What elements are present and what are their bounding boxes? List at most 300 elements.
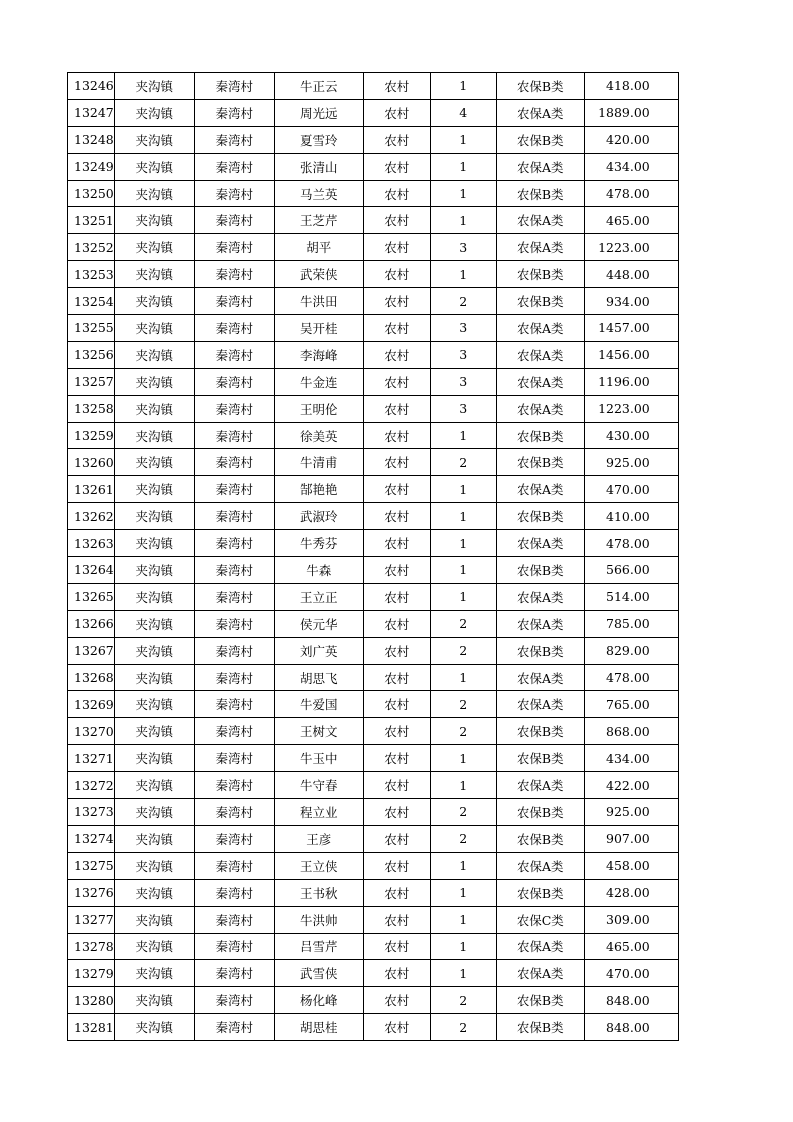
- record-id-cell: 13274: [68, 825, 115, 852]
- insurance-category-cell: 农保B类: [496, 718, 584, 745]
- insurance-category-cell: 农保A类: [496, 530, 584, 557]
- amount-cell: 420.00: [584, 126, 678, 153]
- area-type-cell: 农村: [363, 180, 430, 207]
- insurance-category-cell: 农保B类: [496, 879, 584, 906]
- village-cell: 秦湾村: [194, 126, 274, 153]
- area-type-cell: 农村: [363, 879, 430, 906]
- insurance-category-cell: 农保B类: [496, 449, 584, 476]
- town-cell: 夹沟镇: [114, 341, 194, 368]
- amount-cell: 1889.00: [584, 99, 678, 126]
- town-cell: 夹沟镇: [114, 825, 194, 852]
- village-cell: 秦湾村: [194, 530, 274, 557]
- name-cell: 马兰英: [274, 180, 363, 207]
- record-id-cell: 13248: [68, 126, 115, 153]
- name-cell: 胡思飞: [274, 664, 363, 691]
- insurance-category-cell: 农保A类: [496, 691, 584, 718]
- insurance-category-cell: 农保A类: [496, 395, 584, 422]
- area-type-cell: 农村: [363, 637, 430, 664]
- area-type-cell: 农村: [363, 960, 430, 987]
- village-cell: 秦湾村: [194, 772, 274, 799]
- village-cell: 秦湾村: [194, 1014, 274, 1041]
- table-row: [68, 530, 679, 557]
- insurance-category-cell: 农保B类: [496, 126, 584, 153]
- household-count-cell: 2: [430, 288, 496, 315]
- table-row: [68, 852, 679, 879]
- amount-cell: 1223.00: [584, 395, 678, 422]
- name-cell: 王芝芹: [274, 207, 363, 234]
- area-type-cell: 农村: [363, 745, 430, 772]
- insurance-category-cell: 农保A类: [496, 341, 584, 368]
- village-cell: 秦湾村: [194, 153, 274, 180]
- table-row: [68, 718, 679, 745]
- insurance-category-cell: 农保B类: [496, 745, 584, 772]
- household-count-cell: 1: [430, 180, 496, 207]
- household-count-cell: 3: [430, 234, 496, 261]
- amount-cell: 868.00: [584, 718, 678, 745]
- town-cell: 夹沟镇: [114, 637, 194, 664]
- name-cell: 王立正: [274, 583, 363, 610]
- village-cell: 秦湾村: [194, 476, 274, 503]
- insurance-category-cell: 农保A类: [496, 960, 584, 987]
- name-cell: 牛爱国: [274, 691, 363, 718]
- name-cell: 胡平: [274, 234, 363, 261]
- area-type-cell: 农村: [363, 261, 430, 288]
- amount-cell: 422.00: [584, 772, 678, 799]
- household-count-cell: 1: [430, 583, 496, 610]
- record-id-cell: 13268: [68, 664, 115, 691]
- area-type-cell: 农村: [363, 583, 430, 610]
- area-type-cell: 农村: [363, 153, 430, 180]
- household-count-cell: 2: [430, 825, 496, 852]
- table-row: [68, 476, 679, 503]
- table-row: [68, 395, 679, 422]
- insurance-category-cell: 农保B类: [496, 288, 584, 315]
- table-row: [68, 664, 679, 691]
- village-cell: 秦湾村: [194, 422, 274, 449]
- table-row: [68, 288, 679, 315]
- record-id-cell: 13277: [68, 906, 115, 933]
- amount-cell: 410.00: [584, 503, 678, 530]
- name-cell: 吕雪芹: [274, 933, 363, 960]
- insurance-category-cell: 农保B类: [496, 422, 584, 449]
- amount-cell: 448.00: [584, 261, 678, 288]
- town-cell: 夹沟镇: [114, 583, 194, 610]
- area-type-cell: 农村: [363, 799, 430, 826]
- record-id-cell: 13276: [68, 879, 115, 906]
- household-count-cell: 1: [430, 933, 496, 960]
- name-cell: 武荣侠: [274, 261, 363, 288]
- area-type-cell: 农村: [363, 73, 430, 100]
- record-id-cell: 13249: [68, 153, 115, 180]
- insurance-category-cell: 农保A类: [496, 772, 584, 799]
- record-id-cell: 13254: [68, 288, 115, 315]
- area-type-cell: 农村: [363, 341, 430, 368]
- table-row: [68, 207, 679, 234]
- name-cell: 牛正云: [274, 73, 363, 100]
- household-count-cell: 2: [430, 799, 496, 826]
- name-cell: 牛洪田: [274, 288, 363, 315]
- household-count-cell: 1: [430, 73, 496, 100]
- town-cell: 夹沟镇: [114, 503, 194, 530]
- table-row: [68, 637, 679, 664]
- amount-cell: 1456.00: [584, 341, 678, 368]
- village-cell: 秦湾村: [194, 73, 274, 100]
- town-cell: 夹沟镇: [114, 718, 194, 745]
- village-cell: 秦湾村: [194, 960, 274, 987]
- record-id-cell: 13266: [68, 610, 115, 637]
- insurance-category-cell: 农保B类: [496, 637, 584, 664]
- amount-cell: 465.00: [584, 933, 678, 960]
- table-body: [68, 73, 679, 1041]
- record-id-cell: 13259: [68, 422, 115, 449]
- name-cell: 牛金连: [274, 368, 363, 395]
- village-cell: 秦湾村: [194, 852, 274, 879]
- area-type-cell: 农村: [363, 772, 430, 799]
- village-cell: 秦湾村: [194, 341, 274, 368]
- name-cell: 李海峰: [274, 341, 363, 368]
- amount-cell: 434.00: [584, 745, 678, 772]
- village-cell: 秦湾村: [194, 799, 274, 826]
- area-type-cell: 农村: [363, 1014, 430, 1041]
- name-cell: 王彦: [274, 825, 363, 852]
- household-count-cell: 1: [430, 772, 496, 799]
- town-cell: 夹沟镇: [114, 395, 194, 422]
- village-cell: 秦湾村: [194, 610, 274, 637]
- area-type-cell: 农村: [363, 825, 430, 852]
- record-id-cell: 13256: [68, 341, 115, 368]
- name-cell: 牛洪帅: [274, 906, 363, 933]
- town-cell: 夹沟镇: [114, 180, 194, 207]
- village-cell: 秦湾村: [194, 207, 274, 234]
- table-row: [68, 341, 679, 368]
- area-type-cell: 农村: [363, 99, 430, 126]
- town-cell: 夹沟镇: [114, 852, 194, 879]
- insurance-category-cell: 农保A类: [496, 153, 584, 180]
- area-type-cell: 农村: [363, 906, 430, 933]
- table-row: [68, 825, 679, 852]
- name-cell: 武淑玲: [274, 503, 363, 530]
- record-id-cell: 13260: [68, 449, 115, 476]
- record-id-cell: 13255: [68, 315, 115, 342]
- amount-cell: 470.00: [584, 960, 678, 987]
- town-cell: 夹沟镇: [114, 207, 194, 234]
- record-id-cell: 13251: [68, 207, 115, 234]
- area-type-cell: 农村: [363, 368, 430, 395]
- name-cell: 王立侠: [274, 852, 363, 879]
- household-count-cell: 1: [430, 503, 496, 530]
- town-cell: 夹沟镇: [114, 772, 194, 799]
- insurance-category-cell: 农保B类: [496, 557, 584, 584]
- insurance-category-cell: 农保A类: [496, 852, 584, 879]
- name-cell: 吴开桂: [274, 315, 363, 342]
- insurance-category-cell: 农保A类: [496, 664, 584, 691]
- village-cell: 秦湾村: [194, 691, 274, 718]
- amount-cell: 907.00: [584, 825, 678, 852]
- table-row: [68, 503, 679, 530]
- insurance-category-cell: 农保B类: [496, 825, 584, 852]
- town-cell: 夹沟镇: [114, 799, 194, 826]
- table-row: [68, 368, 679, 395]
- table-row: [68, 422, 679, 449]
- table-row: [68, 261, 679, 288]
- data-table: [67, 72, 679, 1041]
- household-count-cell: 1: [430, 476, 496, 503]
- table-row: [68, 1014, 679, 1041]
- insurance-category-cell: 农保C类: [496, 906, 584, 933]
- town-cell: 夹沟镇: [114, 530, 194, 557]
- name-cell: 刘广英: [274, 637, 363, 664]
- table-row: [68, 180, 679, 207]
- name-cell: 牛秀芬: [274, 530, 363, 557]
- amount-cell: 434.00: [584, 153, 678, 180]
- amount-cell: 785.00: [584, 610, 678, 637]
- record-id-cell: 13267: [68, 637, 115, 664]
- area-type-cell: 农村: [363, 852, 430, 879]
- amount-cell: 470.00: [584, 476, 678, 503]
- household-count-cell: 2: [430, 610, 496, 637]
- record-id-cell: 13263: [68, 530, 115, 557]
- table-row: [68, 879, 679, 906]
- household-count-cell: 3: [430, 395, 496, 422]
- table-row: [68, 933, 679, 960]
- household-count-cell: 1: [430, 207, 496, 234]
- village-cell: 秦湾村: [194, 99, 274, 126]
- town-cell: 夹沟镇: [114, 906, 194, 933]
- household-count-cell: 1: [430, 879, 496, 906]
- town-cell: 夹沟镇: [114, 987, 194, 1014]
- area-type-cell: 农村: [363, 207, 430, 234]
- town-cell: 夹沟镇: [114, 745, 194, 772]
- town-cell: 夹沟镇: [114, 126, 194, 153]
- area-type-cell: 农村: [363, 718, 430, 745]
- table-row: [68, 960, 679, 987]
- insurance-category-cell: 农保B类: [496, 73, 584, 100]
- amount-cell: 1457.00: [584, 315, 678, 342]
- table-row: [68, 610, 679, 637]
- household-count-cell: 2: [430, 1014, 496, 1041]
- insurance-category-cell: 农保A类: [496, 99, 584, 126]
- amount-cell: 309.00: [584, 906, 678, 933]
- name-cell: 郜艳艳: [274, 476, 363, 503]
- amount-cell: 566.00: [584, 557, 678, 584]
- area-type-cell: 农村: [363, 315, 430, 342]
- record-id-cell: 13250: [68, 180, 115, 207]
- insurance-category-cell: 农保B类: [496, 180, 584, 207]
- household-count-cell: 1: [430, 852, 496, 879]
- insurance-category-cell: 农保A类: [496, 933, 584, 960]
- village-cell: 秦湾村: [194, 180, 274, 207]
- town-cell: 夹沟镇: [114, 368, 194, 395]
- household-count-cell: 1: [430, 960, 496, 987]
- area-type-cell: 农村: [363, 664, 430, 691]
- name-cell: 王明伦: [274, 395, 363, 422]
- amount-cell: 829.00: [584, 637, 678, 664]
- village-cell: 秦湾村: [194, 261, 274, 288]
- amount-cell: 925.00: [584, 799, 678, 826]
- name-cell: 夏雪玲: [274, 126, 363, 153]
- town-cell: 夹沟镇: [114, 449, 194, 476]
- table-row: [68, 73, 679, 100]
- record-id-cell: 13273: [68, 799, 115, 826]
- town-cell: 夹沟镇: [114, 557, 194, 584]
- amount-cell: 478.00: [584, 664, 678, 691]
- record-id-cell: 13272: [68, 772, 115, 799]
- household-count-cell: 1: [430, 261, 496, 288]
- town-cell: 夹沟镇: [114, 476, 194, 503]
- village-cell: 秦湾村: [194, 315, 274, 342]
- household-count-cell: 2: [430, 449, 496, 476]
- table-row: [68, 987, 679, 1014]
- table-row: [68, 449, 679, 476]
- name-cell: 王书秋: [274, 879, 363, 906]
- household-count-cell: 1: [430, 557, 496, 584]
- town-cell: 夹沟镇: [114, 933, 194, 960]
- name-cell: 武雪侠: [274, 960, 363, 987]
- name-cell: 牛森: [274, 557, 363, 584]
- record-id-cell: 13271: [68, 745, 115, 772]
- name-cell: 杨化峰: [274, 987, 363, 1014]
- household-count-cell: 1: [430, 530, 496, 557]
- town-cell: 夹沟镇: [114, 73, 194, 100]
- village-cell: 秦湾村: [194, 664, 274, 691]
- insurance-category-cell: 农保A类: [496, 234, 584, 261]
- area-type-cell: 农村: [363, 476, 430, 503]
- area-type-cell: 农村: [363, 610, 430, 637]
- village-cell: 秦湾村: [194, 906, 274, 933]
- insurance-category-cell: 农保B类: [496, 1014, 584, 1041]
- table-row: [68, 745, 679, 772]
- record-id-cell: 13257: [68, 368, 115, 395]
- record-id-cell: 13247: [68, 99, 115, 126]
- town-cell: 夹沟镇: [114, 315, 194, 342]
- village-cell: 秦湾村: [194, 503, 274, 530]
- town-cell: 夹沟镇: [114, 99, 194, 126]
- village-cell: 秦湾村: [194, 234, 274, 261]
- insurance-category-cell: 农保A类: [496, 476, 584, 503]
- table-row: [68, 99, 679, 126]
- town-cell: 夹沟镇: [114, 691, 194, 718]
- name-cell: 张清山: [274, 153, 363, 180]
- household-count-cell: 1: [430, 745, 496, 772]
- record-id-cell: 13262: [68, 503, 115, 530]
- amount-cell: 430.00: [584, 422, 678, 449]
- town-cell: 夹沟镇: [114, 664, 194, 691]
- amount-cell: 428.00: [584, 879, 678, 906]
- name-cell: 牛守春: [274, 772, 363, 799]
- town-cell: 夹沟镇: [114, 234, 194, 261]
- record-id-cell: 13281: [68, 1014, 115, 1041]
- household-count-cell: 1: [430, 153, 496, 180]
- name-cell: 周光远: [274, 99, 363, 126]
- insurance-category-cell: 农保A类: [496, 610, 584, 637]
- table-row: [68, 153, 679, 180]
- record-id-cell: 13278: [68, 933, 115, 960]
- table-row: [68, 691, 679, 718]
- record-id-cell: 13258: [68, 395, 115, 422]
- amount-cell: 1196.00: [584, 368, 678, 395]
- village-cell: 秦湾村: [194, 637, 274, 664]
- household-count-cell: 1: [430, 664, 496, 691]
- table-row: [68, 906, 679, 933]
- village-cell: 秦湾村: [194, 395, 274, 422]
- record-id-cell: 13246: [68, 73, 115, 100]
- insurance-category-cell: 农保B类: [496, 987, 584, 1014]
- name-cell: 程立业: [274, 799, 363, 826]
- amount-cell: 478.00: [584, 530, 678, 557]
- table-row: [68, 583, 679, 610]
- record-id-cell: 13280: [68, 987, 115, 1014]
- amount-cell: 925.00: [584, 449, 678, 476]
- town-cell: 夹沟镇: [114, 288, 194, 315]
- area-type-cell: 农村: [363, 933, 430, 960]
- area-type-cell: 农村: [363, 288, 430, 315]
- village-cell: 秦湾村: [194, 825, 274, 852]
- amount-cell: 465.00: [584, 207, 678, 234]
- record-id-cell: 13252: [68, 234, 115, 261]
- record-id-cell: 13269: [68, 691, 115, 718]
- record-id-cell: 13265: [68, 583, 115, 610]
- town-cell: 夹沟镇: [114, 153, 194, 180]
- insurance-category-cell: 农保B类: [496, 503, 584, 530]
- amount-cell: 934.00: [584, 288, 678, 315]
- name-cell: 牛玉中: [274, 745, 363, 772]
- town-cell: 夹沟镇: [114, 960, 194, 987]
- village-cell: 秦湾村: [194, 987, 274, 1014]
- table-row: [68, 799, 679, 826]
- area-type-cell: 农村: [363, 691, 430, 718]
- amount-cell: 848.00: [584, 1014, 678, 1041]
- household-count-cell: 3: [430, 315, 496, 342]
- village-cell: 秦湾村: [194, 718, 274, 745]
- insurance-category-cell: 农保B类: [496, 261, 584, 288]
- village-cell: 秦湾村: [194, 449, 274, 476]
- household-count-cell: 2: [430, 637, 496, 664]
- table-row: [68, 772, 679, 799]
- area-type-cell: 农村: [363, 234, 430, 261]
- area-type-cell: 农村: [363, 557, 430, 584]
- household-count-cell: 2: [430, 718, 496, 745]
- table-row: [68, 315, 679, 342]
- record-id-cell: 13279: [68, 960, 115, 987]
- household-count-cell: 3: [430, 368, 496, 395]
- amount-cell: 514.00: [584, 583, 678, 610]
- amount-cell: 848.00: [584, 987, 678, 1014]
- village-cell: 秦湾村: [194, 288, 274, 315]
- insurance-category-cell: 农保A类: [496, 368, 584, 395]
- household-count-cell: 1: [430, 906, 496, 933]
- area-type-cell: 农村: [363, 422, 430, 449]
- village-cell: 秦湾村: [194, 368, 274, 395]
- town-cell: 夹沟镇: [114, 879, 194, 906]
- village-cell: 秦湾村: [194, 557, 274, 584]
- table-row: [68, 234, 679, 261]
- amount-cell: 765.00: [584, 691, 678, 718]
- household-count-cell: 1: [430, 126, 496, 153]
- household-count-cell: 2: [430, 691, 496, 718]
- household-count-cell: 3: [430, 341, 496, 368]
- name-cell: 徐美英: [274, 422, 363, 449]
- name-cell: 侯元华: [274, 610, 363, 637]
- table-row: [68, 557, 679, 584]
- town-cell: 夹沟镇: [114, 1014, 194, 1041]
- village-cell: 秦湾村: [194, 879, 274, 906]
- record-id-cell: 13264: [68, 557, 115, 584]
- household-count-cell: 1: [430, 422, 496, 449]
- insurance-category-cell: 农保A类: [496, 207, 584, 234]
- area-type-cell: 农村: [363, 987, 430, 1014]
- town-cell: 夹沟镇: [114, 422, 194, 449]
- village-cell: 秦湾村: [194, 933, 274, 960]
